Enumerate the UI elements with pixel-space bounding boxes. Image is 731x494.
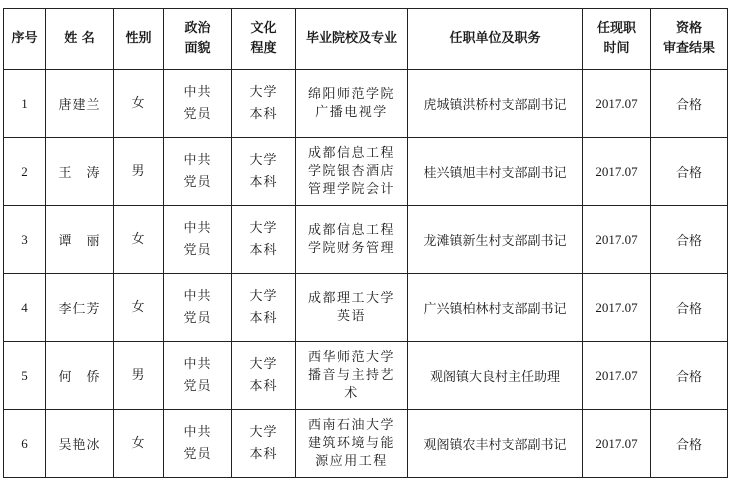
header-post: 任职单位及职务 [408,9,583,70]
table-row [4,342,728,410]
cell-school-line: 管理学院会计 [307,181,395,197]
cell-school-line: 成都信息工程 [307,145,395,161]
cell-school [296,342,408,410]
cell-school [296,274,408,342]
cell-school-line: 西华师范大学 [307,349,395,365]
cell-gender: 女 [114,70,164,138]
header-party [164,9,232,70]
cell-party-line: 党员 [183,446,212,462]
cell-no: 4 [4,274,46,342]
cell-education [232,138,296,206]
cell-since: 2017.07 [583,138,651,206]
header-party-line: 政治 [184,21,211,36]
cell-name: 谭 丽 [46,206,114,274]
cell-name: 唐建兰 [46,70,114,138]
cell-education-line: 本科 [249,174,278,190]
cell-party [164,206,232,274]
header-result [651,9,728,70]
cell-education-line: 本科 [249,446,278,462]
cell-result: 合格 [651,274,728,342]
cell-gender: 女 [114,410,164,478]
cell-education-line: 本科 [249,378,278,394]
cell-result: 合格 [651,410,728,478]
table-header-row [4,9,728,70]
cell-result: 合格 [651,206,728,274]
cell-party-line: 党员 [183,106,212,122]
cell-name: 何 侨 [46,342,114,410]
cell-result: 合格 [651,138,728,206]
table-row [4,274,728,342]
cell-party-line: 中共 [183,356,212,372]
cell-education [232,342,296,410]
cell-school [296,70,408,138]
cell-post: 桂兴镇旭丰村支部副书记 [408,138,583,206]
cell-no: 2 [4,138,46,206]
cell-since: 2017.07 [583,206,651,274]
cell-name: 李仁芳 [46,274,114,342]
cell-party-line: 中共 [183,424,212,440]
cell-gender: 女 [114,274,164,342]
cell-post: 观阁镇农丰村支部副书记 [408,410,583,478]
cell-post: 龙滩镇新生村支部副书记 [408,206,583,274]
cell-party [164,342,232,410]
header-gender: 性别 [114,9,164,70]
cell-school-line: 术 [344,385,359,401]
cell-education-line: 本科 [249,106,278,122]
cell-party-line: 党员 [183,378,212,394]
header-school: 毕业院校及专业 [296,9,408,70]
header-since [583,9,651,70]
cell-party [164,70,232,138]
cell-gender: 男 [114,138,164,206]
cell-party [164,274,232,342]
cell-result: 合格 [651,70,728,138]
header-education-line: 程度 [250,41,277,56]
cell-school [296,410,408,478]
cell-post: 广兴镇柏林村支部副书记 [408,274,583,342]
table-row [4,206,728,274]
cell-post: 观阁镇大良村主任助理 [408,342,583,410]
cell-no: 1 [4,70,46,138]
cell-since: 2017.07 [583,274,651,342]
cell-school-line: 绵阳师范学院 [307,86,395,102]
cell-education [232,274,296,342]
cell-school-line: 学院财务管理 [307,240,395,256]
cell-education-line: 大学 [249,424,278,440]
cell-party-line: 中共 [183,152,212,168]
header-name: 姓 名 [46,9,114,70]
cell-party-line: 中共 [183,220,212,236]
cell-school-line: 西南石油大学 [307,417,395,433]
cell-education-line: 本科 [249,242,278,258]
cell-no: 5 [4,342,46,410]
cell-no: 6 [4,410,46,478]
cell-education-line: 大学 [249,356,278,372]
cell-education-line: 本科 [249,310,278,326]
cell-school-line: 广播电视学 [315,104,388,120]
header-since-line: 任现职 [596,21,636,36]
cell-party [164,410,232,478]
cell-school-line: 源应用工程 [315,453,388,469]
cropped-text-strip [0,0,731,8]
cell-name: 吴艳冰 [46,410,114,478]
cell-since: 2017.07 [583,410,651,478]
cell-party-line: 中共 [183,84,212,100]
cell-since: 2017.07 [583,342,651,410]
cell-result: 合格 [651,342,728,410]
cell-education-line: 大学 [249,220,278,236]
cell-party-line: 党员 [183,310,212,326]
cell-party-line: 中共 [183,288,212,304]
cell-school-line: 播音与主持艺 [307,367,395,383]
cell-party-line: 党员 [183,242,212,258]
cell-school-line: 成都理工大学 [307,290,395,306]
header-education [232,9,296,70]
header-party-line: 面貌 [184,41,211,56]
cell-education-line: 大学 [249,288,278,304]
cell-gender: 男 [114,342,164,410]
cell-school-line: 建筑环境与能 [307,435,395,451]
table-row [4,138,728,206]
cell-school-line: 成都信息工程 [307,222,395,238]
header-result-line: 资格 [675,21,702,36]
cell-no: 3 [4,206,46,274]
cell-education [232,410,296,478]
header-since-line: 时间 [603,41,630,56]
cell-education-line: 大学 [249,152,278,168]
header-no: 序号 [4,9,46,70]
cell-education-line: 大学 [249,84,278,100]
cell-school-line: 学院银杏酒店 [307,163,395,179]
cell-gender: 女 [114,206,164,274]
table-row [4,70,728,138]
cell-education [232,206,296,274]
cell-education [232,70,296,138]
header-result-line: 审查结果 [662,41,715,56]
cell-party [164,138,232,206]
cell-party-line: 党员 [183,174,212,190]
cell-name: 王 涛 [46,138,114,206]
cell-since: 2017.07 [583,70,651,138]
qualification-review-table [3,8,728,478]
cell-school [296,138,408,206]
table-row [4,410,728,478]
cell-school [296,206,408,274]
header-education-line: 文化 [250,21,277,36]
cell-school-line: 英语 [336,308,366,324]
cell-post: 虎城镇洪桥村支部副书记 [408,70,583,138]
